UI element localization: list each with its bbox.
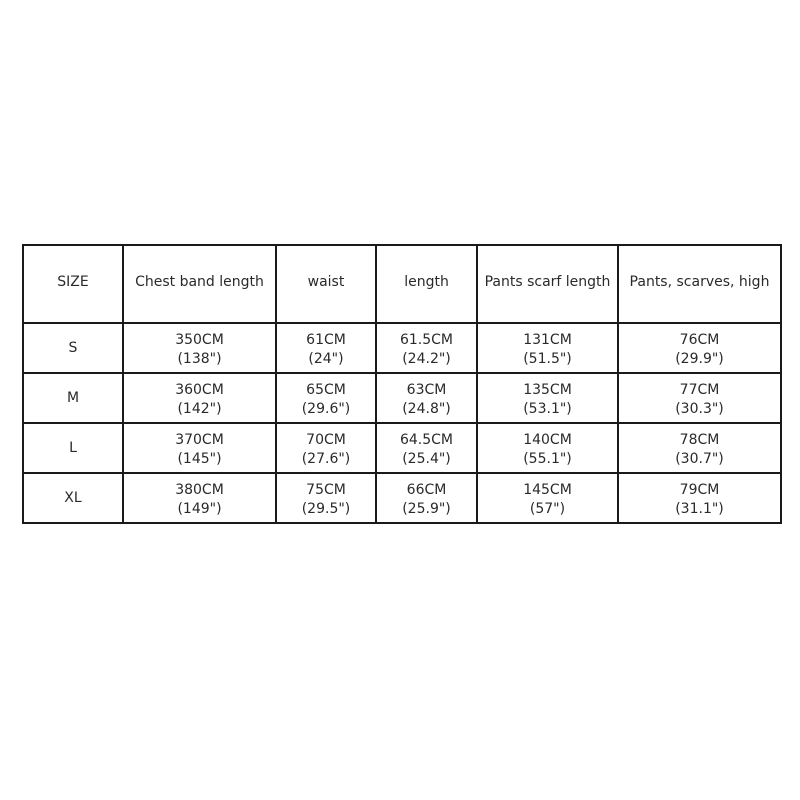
pants-scarf-length-cell (477, 423, 618, 473)
waist-cell (276, 473, 376, 523)
header-label: Chest band length (135, 273, 264, 290)
inch-value: (51.5") (523, 351, 572, 367)
inch-value: (138") (177, 351, 222, 367)
header-row (23, 245, 781, 323)
length-cell (376, 473, 477, 523)
inch-value: (55.1") (523, 451, 572, 467)
pants-scarves-high-cell (618, 473, 781, 523)
chest-band-length-cell (123, 423, 276, 473)
cm-value: 79CM (679, 482, 720, 498)
cm-value: 76CM (679, 332, 720, 348)
cm-value: 370CM (175, 432, 224, 448)
cm-value: 65CM (306, 382, 346, 398)
length-cell (376, 323, 477, 373)
header-waist (276, 245, 376, 323)
cm-value: 131CM (523, 332, 572, 348)
size-cell: XL (23, 473, 123, 523)
cm-value: 78CM (679, 432, 720, 448)
table-row (23, 373, 781, 423)
chest-band-length-cell (123, 373, 276, 423)
inch-value: (25.9") (402, 501, 451, 517)
pants-scarf-length-cell (477, 323, 618, 373)
pants-scarves-high-cell (618, 323, 781, 373)
header-pants-scarves-high (618, 245, 781, 323)
inch-value: (29.9") (675, 351, 724, 367)
inch-value: (27.6") (301, 451, 351, 467)
cm-value: 63CM (406, 382, 447, 398)
header-size (23, 245, 123, 323)
inch-value: (30.3") (675, 401, 724, 417)
inch-value: (142") (177, 401, 222, 417)
inch-value: (29.6") (301, 401, 351, 417)
table-row (23, 473, 781, 523)
pants-scarves-high-cell (618, 423, 781, 473)
inch-value: (30.7") (675, 451, 724, 467)
inch-value: (24.8") (402, 401, 451, 417)
length-cell (376, 423, 477, 473)
header-label: SIZE (57, 273, 89, 290)
table-row (23, 423, 781, 473)
size-cell: S (23, 323, 123, 373)
cm-value: 64.5CM (399, 432, 454, 448)
pants-scarves-high-cell (618, 373, 781, 423)
inch-value: (24") (308, 351, 344, 367)
inch-value: (31.1") (675, 501, 724, 517)
header-label: Pants scarf length (484, 273, 611, 290)
inch-value: (24.2") (402, 351, 451, 367)
waist-cell (276, 423, 376, 473)
cm-value: 75CM (306, 482, 346, 498)
chest-band-length-cell (123, 473, 276, 523)
cm-value: 360CM (175, 382, 224, 398)
cm-value: 140CM (523, 432, 572, 448)
cm-value: 66CM (406, 482, 447, 498)
header-length (376, 245, 477, 323)
pants-scarf-length-cell (477, 373, 618, 423)
cm-value: 135CM (523, 382, 572, 398)
waist-cell (276, 373, 376, 423)
header-label: waist (307, 273, 345, 290)
cm-value: 77CM (679, 382, 720, 398)
inch-value: (29.5") (301, 501, 351, 517)
chest-band-length-cell (123, 323, 276, 373)
cm-value: 70CM (306, 432, 346, 448)
header-label: length (404, 273, 449, 290)
header-pants-scarf-length (477, 245, 618, 323)
size-cell: L (23, 423, 123, 473)
cm-value: 350CM (175, 332, 224, 348)
cm-value: 380CM (175, 482, 224, 498)
pants-scarf-length-cell (477, 473, 618, 523)
cm-value: 145CM (523, 482, 572, 498)
cm-value: 61CM (306, 332, 346, 348)
length-cell (376, 373, 477, 423)
header-chest-band-length (123, 245, 276, 323)
inch-value: (57") (529, 501, 566, 517)
table-row (23, 323, 781, 373)
inch-value: (25.4") (402, 451, 451, 467)
size-cell: M (23, 373, 123, 423)
waist-cell (276, 323, 376, 373)
header-label: Pants, scarves, high (629, 273, 770, 290)
inch-value: (145") (177, 451, 222, 467)
inch-value: (53.1") (523, 401, 572, 417)
inch-value: (149") (177, 501, 222, 517)
size-chart-table (22, 244, 782, 524)
cm-value: 61.5CM (399, 332, 454, 348)
